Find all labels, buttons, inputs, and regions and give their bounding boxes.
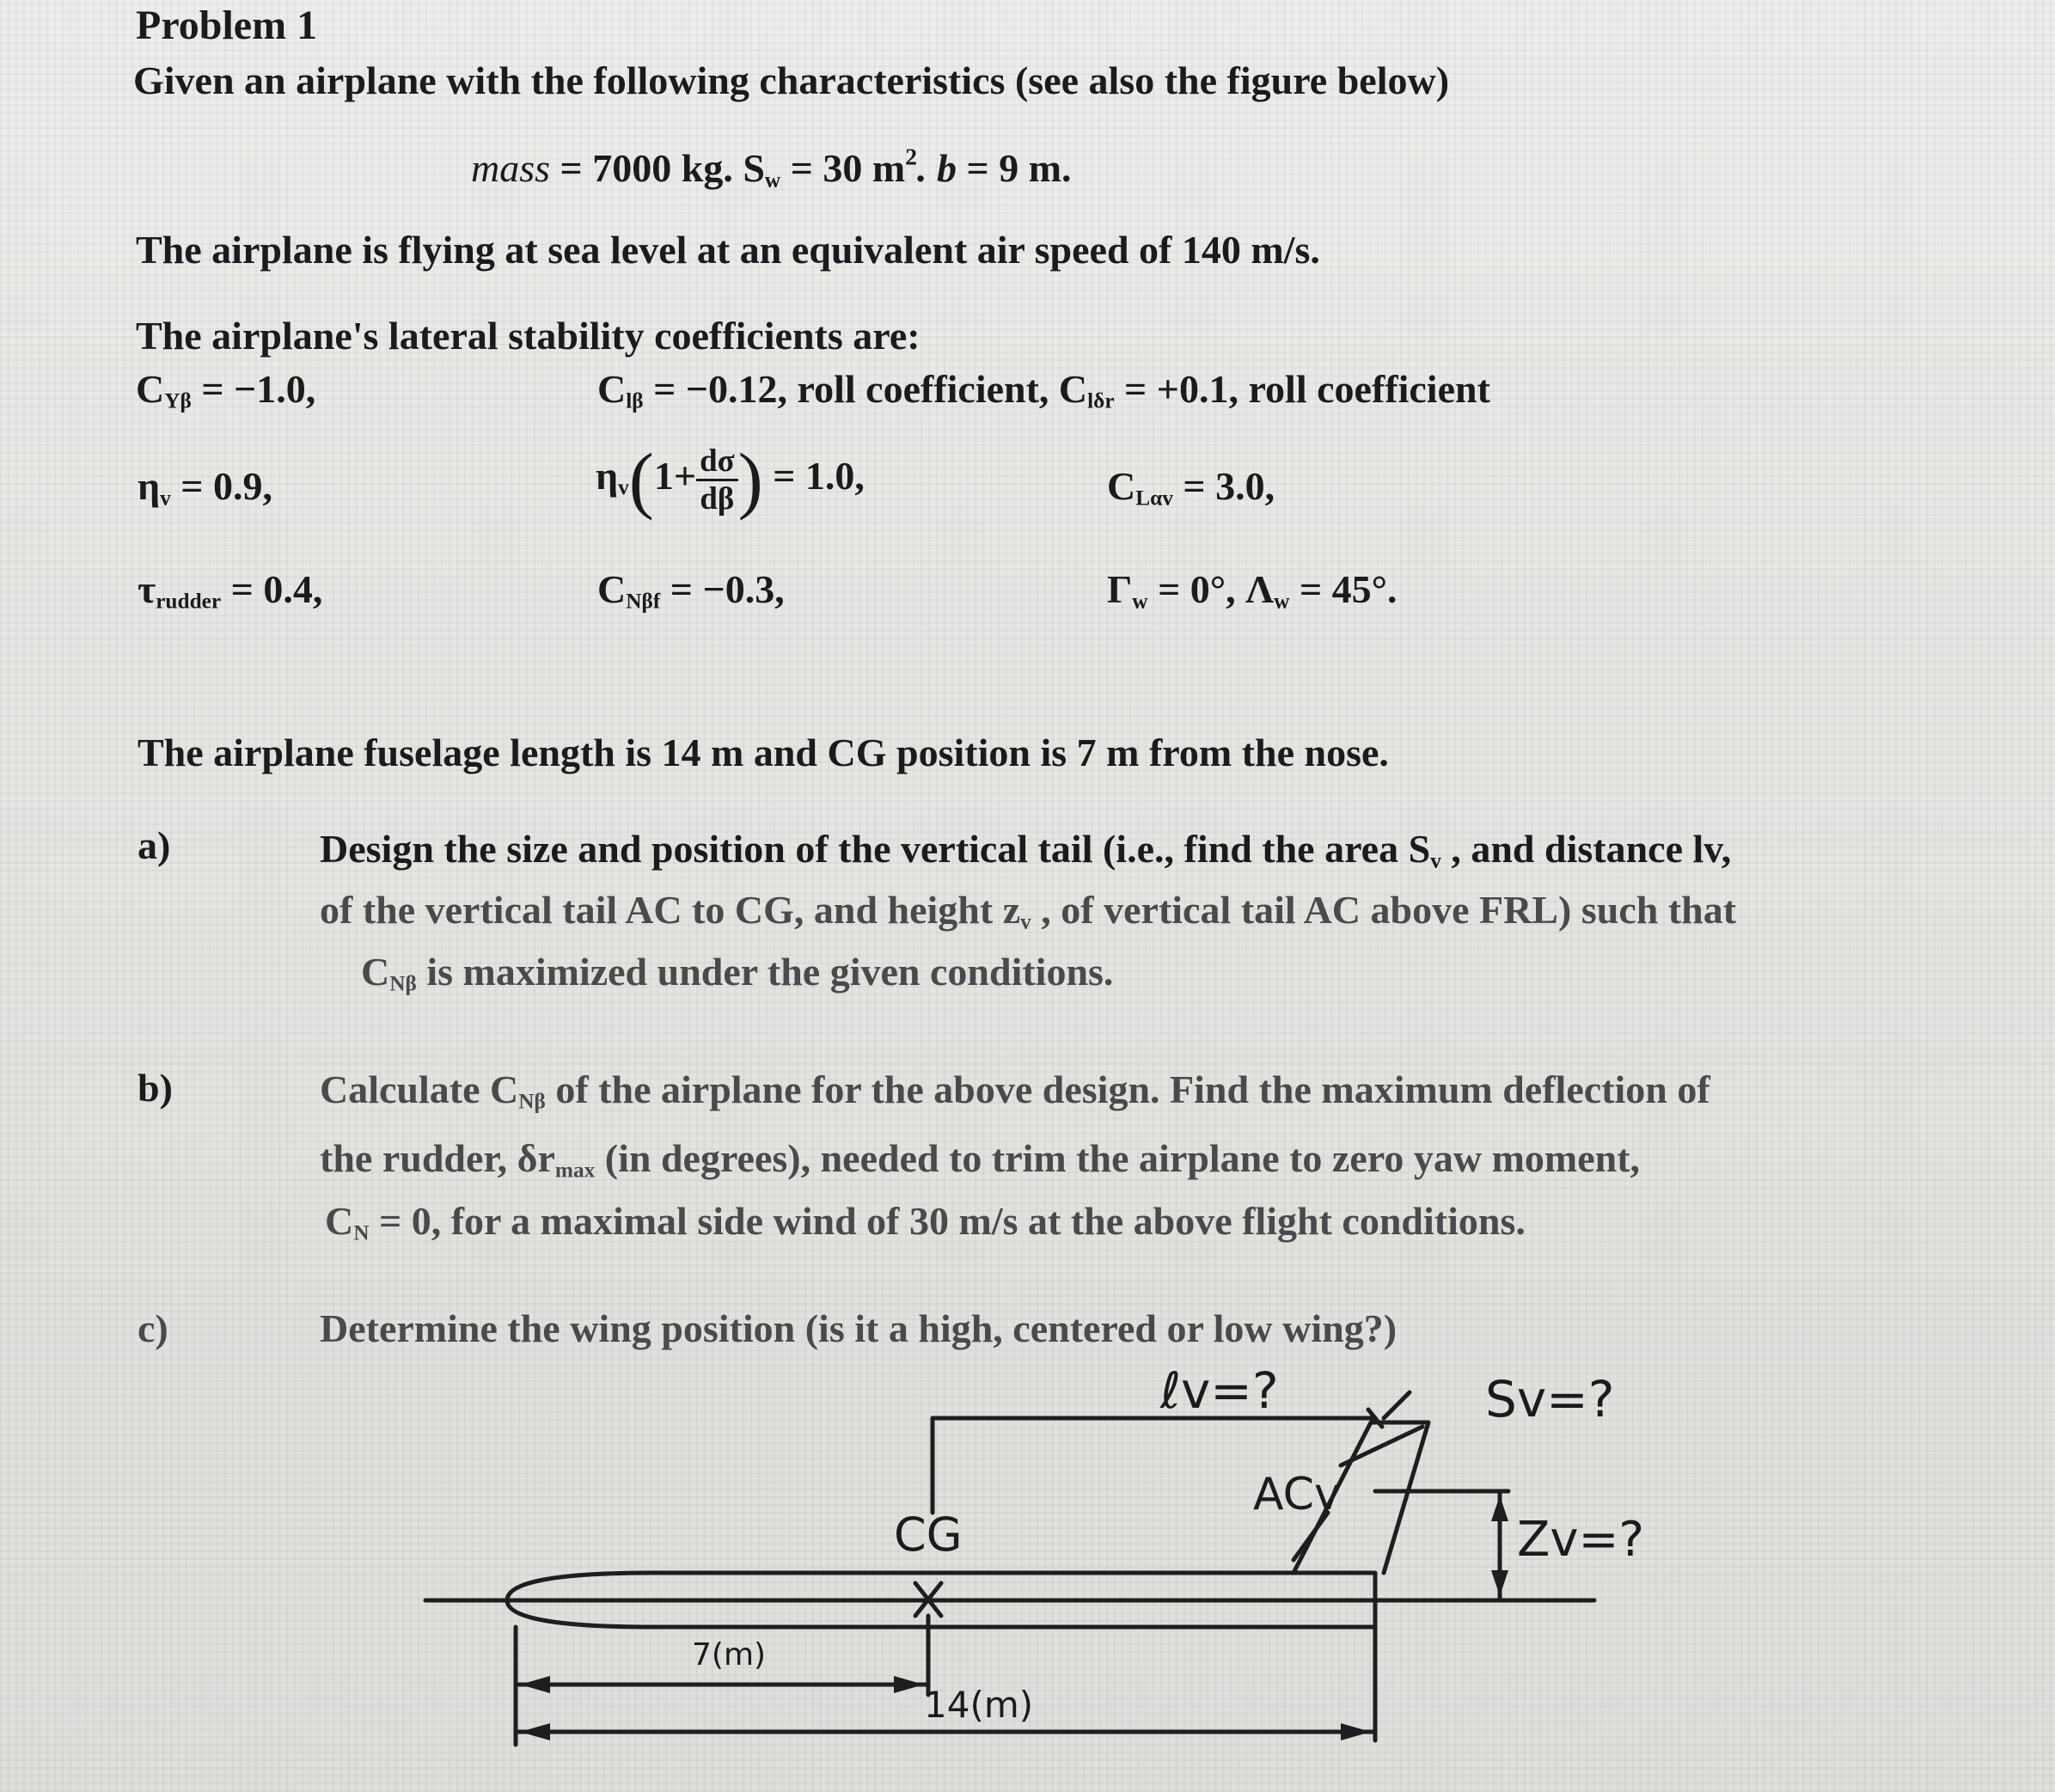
cyb-value: = −1.0,: [191, 367, 316, 411]
clb-symbol: C: [597, 367, 627, 411]
part-a-line3-post: is maximized under the given conditions.: [416, 950, 1114, 994]
cldr-sub: lδr: [1087, 388, 1115, 413]
part-a-line2-text: of the vertical tail AC to CG, and height z: [320, 888, 1021, 932]
sw-sup: 2: [905, 143, 918, 170]
part-b-line3-post: = 0, for a maximal side wind of 30 m/s at the above flight conditions.: [369, 1199, 1526, 1243]
sv-label: Sv=?: [1485, 1370, 1615, 1428]
arrow-14-left-icon: [520, 1723, 550, 1740]
flight-condition: The airplane is flying at sea level at an equivalent air speed of 140 m/s.: [136, 228, 1320, 272]
problem-title: Problem 1: [136, 3, 318, 48]
part-b-line3-c: C: [325, 1199, 354, 1243]
fuselage-text: The airplane fuselage length is 14 m and CG position is 7 m from the nose.: [138, 731, 1389, 774]
lv-label: ℓv=?: [1160, 1361, 1279, 1420]
part-b-line1-post: of the airplane for the above design. Find the maximum deflection of: [545, 1067, 1710, 1111]
zv-label: Zv=?: [1517, 1512, 1645, 1568]
dim-7-label: 7(m): [692, 1637, 767, 1673]
mass-label: mass: [471, 146, 551, 190]
part-a-label: a): [138, 823, 171, 867]
part-c-label: c): [138, 1306, 168, 1350]
cyb-sub: Yβ: [164, 388, 192, 413]
gamma-symbol: Γ: [1107, 567, 1133, 611]
ac-label: ACv: [1253, 1469, 1341, 1520]
tau-value: = 0.4,: [221, 567, 323, 611]
sidewash-value: = 1.0,: [762, 453, 865, 498]
arrow-zv-top-icon: [1491, 1495, 1508, 1521]
intro-text: Given an airplane with the following characteristics (see also the figure below): [133, 58, 1450, 102]
arrow-zv-bottom-icon: [1491, 1570, 1508, 1596]
part-a-line1-post: , and distance lv,: [1440, 827, 1732, 871]
dim-14-label: 14(m): [924, 1684, 1034, 1726]
etav-sub: v: [160, 486, 171, 511]
cnbf-value: = −0.3,: [660, 567, 785, 611]
arrow-7-right-icon: [894, 1676, 924, 1693]
etav-symbol: η: [138, 464, 161, 508]
part-c-line1: Determine the wing position (is it a high, centered or low wing?): [320, 1306, 1398, 1350]
part-b-line2-post: (in degrees), needed to trim the airplane to zero yaw moment,: [595, 1136, 1641, 1180]
clav-symbol: C: [1107, 464, 1136, 508]
part-a-line3-sub: Nβ: [389, 971, 417, 996]
b-value: = 9 m.: [957, 146, 1072, 190]
cnbf-sub: Nβf: [626, 589, 661, 614]
ac-leader: [1341, 1427, 1422, 1465]
lambda-sub: w: [1274, 589, 1290, 614]
arrow-7-left-icon: [520, 1676, 550, 1693]
clb-value: = −0.12, roll coefficient, C: [643, 367, 1088, 411]
paren-right-icon: ): [737, 437, 763, 521]
part-b-line1-sub: Nβ: [518, 1089, 546, 1114]
lambda-value: = 45°.: [1289, 567, 1398, 611]
clav-value: = 3.0,: [1172, 464, 1275, 508]
clb-sub: lβ: [626, 388, 644, 413]
part-b-line1-text: Calculate C: [320, 1067, 519, 1111]
mass-value: = 7000 kg. S: [550, 146, 765, 190]
cg-label: CG: [894, 1508, 963, 1562]
sidewash-numerator: dσ: [696, 443, 737, 480]
coeff-header: The airplane's lateral stability coefficients are:: [136, 314, 920, 358]
sidewash-eta: η: [596, 453, 619, 498]
sw-value: = 30 m: [780, 146, 906, 190]
sw-sub: w: [764, 168, 781, 193]
cldr-value: = +0.1, roll coefficient: [1114, 367, 1490, 411]
sidewash-denominator: dβ: [700, 480, 735, 516]
clav-sub: Lαv: [1135, 486, 1173, 511]
part-a-line3-c: C: [361, 950, 390, 994]
part-b-line2-sub: max: [554, 1158, 596, 1183]
sidewash-eta-sub: v: [618, 475, 629, 500]
gamma-sub: w: [1132, 589, 1148, 614]
part-a-line1-sub: v: [1430, 848, 1441, 873]
sidewash-one: 1+: [653, 453, 697, 498]
gamma-value: = 0°, Λ: [1147, 567, 1275, 611]
paren-left-icon: (: [628, 437, 654, 521]
arrow-14-right-icon: [1341, 1723, 1371, 1740]
cnbf-symbol: C: [597, 567, 627, 611]
b-label: . b: [917, 146, 957, 190]
cyb-symbol: C: [136, 367, 165, 411]
tau-sub: rudder: [156, 589, 222, 614]
part-a-line2-sub: v: [1020, 909, 1031, 934]
part-b-line3-sub: N: [353, 1220, 370, 1245]
etav-value: = 0.9,: [170, 464, 272, 508]
part-a-line2-post: , of vertical tail AC above FRL) such that: [1031, 888, 1737, 932]
sv-leader: [1384, 1392, 1410, 1418]
part-b-label: b): [138, 1066, 173, 1110]
part-b-line2-text: the rudder, δr: [320, 1136, 555, 1180]
tau-symbol: τ: [138, 567, 156, 611]
part-a-line1-text: Design the size and position of the vertical tail (i.e., find the area S: [320, 827, 1431, 871]
